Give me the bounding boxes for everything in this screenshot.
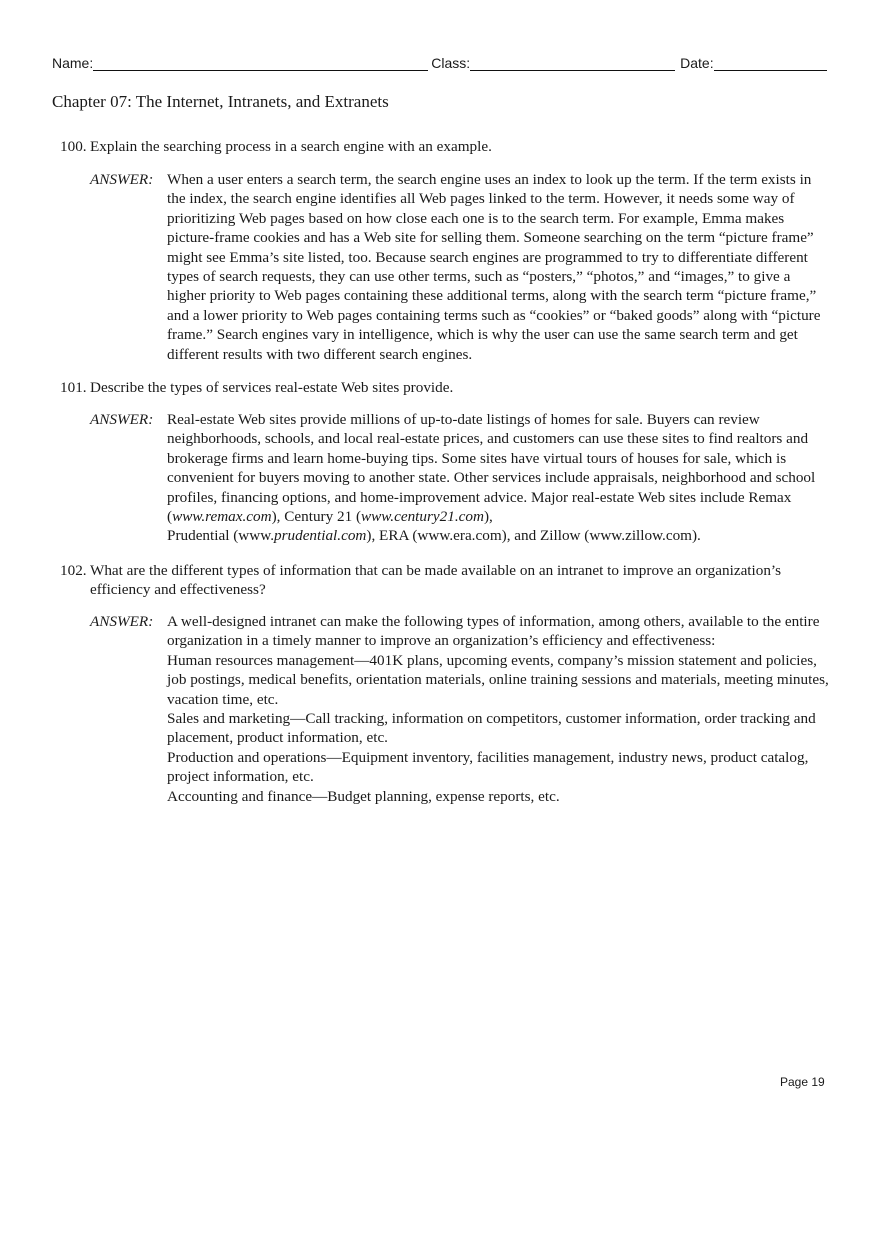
answer-label: ANSWER: <box>90 171 154 188</box>
remax-link-text: www.remax.com <box>172 508 272 526</box>
answer-100 <box>90 170 830 364</box>
question-text: What are the different types of information that can be made available on an intranet to improve an organization’s efficiency and effectiveness? <box>90 562 782 599</box>
name-blank-line[interactable] <box>93 55 428 71</box>
question-number: 102. <box>60 562 87 579</box>
name-label: Name: <box>52 55 94 71</box>
class-label: Class: <box>431 55 471 71</box>
question-text: Describe the types of services real-estate Web sites provide. <box>90 379 454 396</box>
answer-text <box>167 612 830 806</box>
chapter-title: Chapter 07: The Internet, Intranets, and Extranets <box>52 92 389 111</box>
question-text: Explain the searching process in a search engine with an example. <box>90 138 492 155</box>
answer-text <box>167 410 830 546</box>
answer-text-part: ), <box>483 508 493 526</box>
page-number: Page 19 <box>780 1075 825 1089</box>
date-blank-line[interactable] <box>714 55 827 71</box>
answer-text-part: ), ERA (www.era.com), and Zillow (www.zillow.com). <box>366 527 701 545</box>
answer-text: When a user enters a search term, the search engine uses an index to look up the term. If the term exists in the index, the search engine identifies all Web pages linked to the term. However, it needs some way of prioritizing Web pages based on how close each one is to the search term. For example, Emma makes picture-frame cookies and has a Web site for selling them. Someone searching on the term “picture frame” might see Emma’s site listed, too. Because search engines are programmed to try to differentiate different types of search requests, they can use other terms, such as “posters,” “photos,” and “images,” to give a higher priority to Web pages containing these additional terms, along with the search term “picture frame,” and a lower priority to Web pages containing terms such as “cookies” or “baked goods” along with “picture frame.” Search engines vary in intelligence, which is why the user can use the same search term and get different results with two different search engines. <box>167 171 821 363</box>
answer-102 <box>90 612 830 806</box>
answer-text-part: Real-estate Web sites provide millions of up-to-date listings of homes for sale. Buyers can review neighborhoods, schools, and local real-estate prices, and customers can use these sites to find realtors and brokerage firms and learn home-buying tips. Some sites have virtual tours of houses for sale, which is convenient for buyers moving to another state. Other services include appraisals, neighborhood and school profiles, financing options, and home-improvement advice. Major real-estate Web sites include Remax ( <box>167 411 816 526</box>
answer-production-item: Production and operations—Equipment inventory, facilities management, industry news, product catalog, project information, etc. <box>167 748 809 786</box>
answer-label: ANSWER: <box>90 411 154 428</box>
question-101 <box>60 378 828 397</box>
answer-text-part: Prudential (www. <box>167 527 274 545</box>
answer-accounting-item: Accounting and finance—Budget planning, expense reports, etc. <box>167 787 560 805</box>
century21-link-text: www.century21.com <box>361 508 484 526</box>
question-100 <box>60 137 828 156</box>
answer-101 <box>90 410 830 546</box>
answer-sales-item: Sales and marketing—Call tracking, information on competitors, customer information, order tracking and placement, product information, etc. <box>167 710 816 747</box>
answer-intro: A well-designed intranet can make the following types of information, among others, available to the entire organization in a timely manner to improve an organization’s efficiency and effectiveness: <box>167 613 820 650</box>
question-number: 100. <box>60 138 87 155</box>
answer-hr-item: Human resources management—401K plans, upcoming events, company’s mission statement and policies, job postings, medical benefits, orientation materials, online training sessions and materials, meeting minutes, vacation time, etc. <box>167 651 829 708</box>
class-blank-line[interactable] <box>470 55 675 71</box>
prudential-link-text: prudential.com <box>274 527 367 545</box>
student-info-header <box>52 51 829 71</box>
date-label: Date: <box>680 55 714 71</box>
answer-label: ANSWER: <box>90 613 154 630</box>
question-102 <box>60 561 828 600</box>
question-number: 101. <box>60 379 87 396</box>
answer-text-part: ), Century 21 ( <box>271 508 362 526</box>
